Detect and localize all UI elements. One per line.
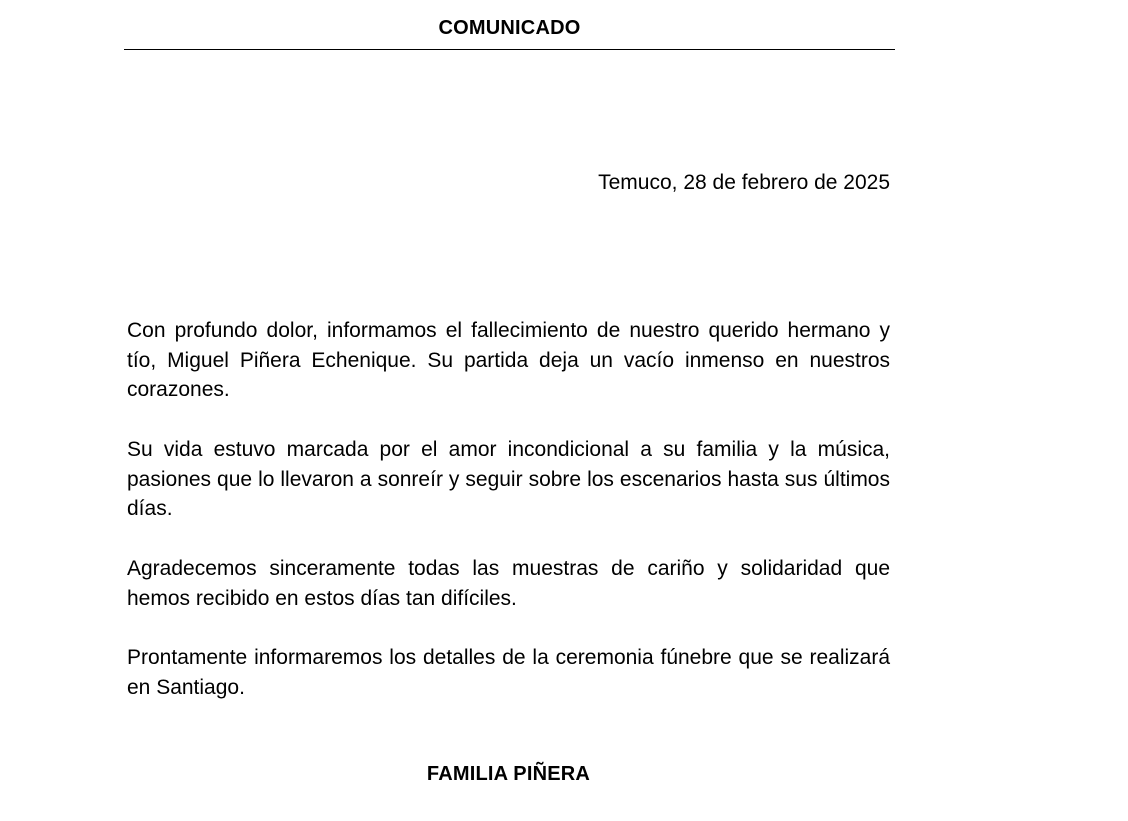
title-underline: [124, 49, 895, 50]
document-title: COMUNICADO: [438, 17, 581, 39]
signature: FAMILIA PIÑERA: [426, 763, 591, 785]
date-line: Temuco, 28 de febrero de 2025: [598, 171, 890, 194]
paragraph-gratitude: Agradecemos sinceramente todas las muestras de cariño y solidaridad que hemos recibido en estos días tan difíciles.: [127, 557, 890, 610]
paragraph-life: Su vida estuvo marcada por el amor incondicional a su familia y la música, pasiones que lo llevaron a sonreír y seguir sobre los escenarios hasta sus últimos días.: [127, 438, 890, 520]
paragraph-announcement: Con profundo dolor, informamos el fallecimiento de nuestro querido hermano y tío, Miguel Piñera Echenique. Su partida deja un vacío inmenso en nuestros corazones.: [127, 319, 890, 401]
paragraph-ceremony: Prontamente informaremos los detalles de la ceremonia fúnebre que se realizará en Santiago.: [127, 646, 890, 699]
